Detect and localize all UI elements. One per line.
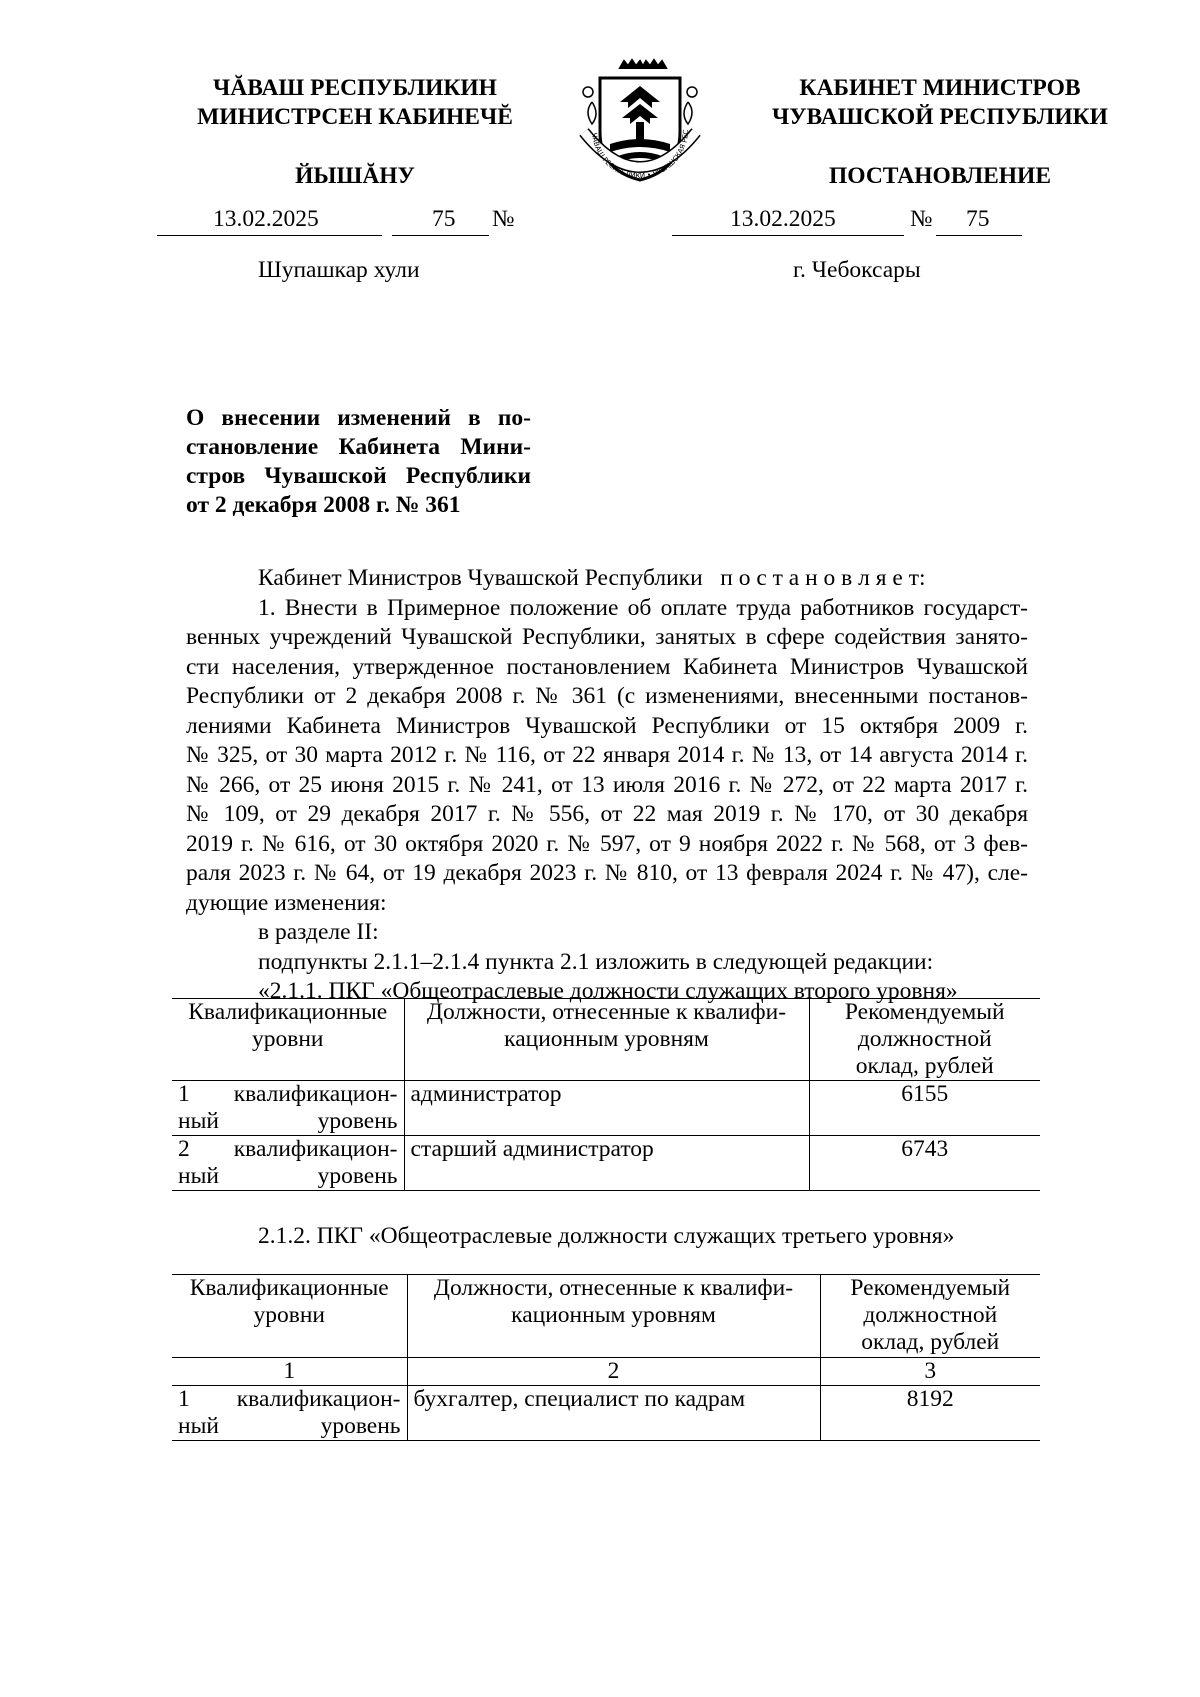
table1-row2-level: 2 квалификацион- ный уровень xyxy=(172,1136,404,1191)
document-title xyxy=(186,404,531,520)
left-city: Шупашкар хули xyxy=(258,257,420,283)
table-row xyxy=(172,1136,1040,1191)
title-line: от 2 декабря 2008 г. № 361 xyxy=(186,492,461,518)
right-city: г. Чебоксары xyxy=(793,257,921,283)
p1-line: № 325, от 30 марта 2012 г. № 116, от 22 января 2014 г. № 13, от 14 августа 2014 г. xyxy=(186,742,1028,768)
p1-line: лениями Кабинета Министров Чувашской Республики от 15 октября 2009 г. xyxy=(186,712,1028,739)
p1-line: 2019 г. № 616, от 30 октября 2020 г. № 597, от 9 ноября 2022 г. № 568, от 3 фев- xyxy=(186,830,1028,857)
header-left-doc-type: ЙЫШĂНУ xyxy=(295,163,415,189)
p1-line: Республики от 2 декабря 2008 г. № 361 (с изменениями, внесенными постанов- xyxy=(186,683,1028,709)
table1 xyxy=(172,999,1040,1191)
body-text xyxy=(186,564,1028,1007)
left-number-sign: № xyxy=(492,206,515,232)
right-number-sign: № xyxy=(910,206,933,232)
left-date-underline xyxy=(157,235,382,236)
table2-col-number-2: 2 xyxy=(407,1358,820,1386)
p1-line: дующие изменения: xyxy=(186,889,387,916)
emblem-ribbon-text: ЧĂВАШ РЕСПУБЛИКИ • ЧУВАШСКАЯ РЕС xyxy=(590,129,691,181)
title-line: О внесении изменений в по- xyxy=(186,405,531,431)
header-right-line2: ЧУВАШСКОЙ РЕСПУБЛИКИ xyxy=(772,104,1108,130)
p1-line: 1. Внести в Примерное положение об оплате труда работников государст- xyxy=(258,594,1028,621)
coat-of-arms-emblem xyxy=(570,52,710,192)
left-date: 13.02.2025 xyxy=(213,206,319,232)
table2-row1-level: 1 квалификацион- ный уровень xyxy=(172,1386,407,1441)
right-number-underline xyxy=(936,235,1022,236)
header-left-line2: МИНИСТРСЕН КАБИНЕЧĔ xyxy=(197,104,513,130)
subpoints-line: подпункты 2.1.1–2.1.4 пункта 2.1 изложить в следующей редакции: xyxy=(258,948,934,975)
table2-header-levels: Квалификационные уровни xyxy=(172,1275,407,1358)
p1-line: № 266, от 25 июня 2015 г. № 241, от 13 июля 2016 г. № 272, от 22 марта 2017 г. xyxy=(186,771,1028,798)
table2-number-row xyxy=(172,1358,1040,1386)
title-line: стров Чувашской Республики xyxy=(186,463,531,489)
title-line: становление Кабинета Мини- xyxy=(186,434,531,460)
table1-header-levels: Квалификационные уровни xyxy=(172,999,404,1081)
p1-line: № 109, от 29 декабря 2017 г. № 556, от 22 мая 2019 г. № 170, от 30 декабря xyxy=(186,801,1028,827)
table1-row1-level: 1 квалификацион- ный уровень xyxy=(172,1081,404,1136)
p1-line: венных учреждений Чувашской Республики, занятых в сфере содействия занято- xyxy=(186,624,1028,650)
pkg1-title: «2.1.1. ПКГ «Общеотраслевые должности служащих второго уровня» xyxy=(258,978,958,1004)
right-date: 13.02.2025 xyxy=(730,206,836,232)
p1-line: сти населения, утвержденное постановлением Кабинета Министров Чувашской xyxy=(186,653,1028,680)
table1-header-positions: Должности, отнесенные к квалифи- кационным уровням xyxy=(404,999,809,1081)
table2-col-number-1: 1 xyxy=(172,1358,407,1386)
emblem-icon xyxy=(570,52,710,192)
table2-header-row xyxy=(172,1275,1040,1358)
table1-row1-positions: администратор xyxy=(404,1081,809,1136)
table-row xyxy=(172,1386,1040,1441)
p1-line: раля 2023 г. № 64, от 19 декабря 2023 г. № 810, от 13 февраля 2024 г. № 47), сле- xyxy=(186,860,1028,886)
table2-row1-positions: бухгалтер, специалист по кадрам xyxy=(407,1386,820,1441)
left-number: 75 xyxy=(432,206,456,232)
table2-header-salary: Рекомендуемый должностной оклад, рублей xyxy=(820,1275,1040,1358)
right-number: 75 xyxy=(966,206,990,232)
right-date-underline xyxy=(672,235,904,236)
table2-col-number-3: 3 xyxy=(820,1358,1040,1386)
table2-row1-salary: 8192 xyxy=(820,1386,1040,1441)
header-left-line1: ЧĂВАШ РЕСПУБЛИКИН xyxy=(213,75,497,101)
table1-header-salary: Рекомендуемый должностной оклад, рублей xyxy=(809,999,1040,1081)
intro-paragraph: Кабинет Министров Чувашской Республики п о с т а н о в л я е т: xyxy=(258,565,926,591)
table2-header-positions: Должности, отнесенные к квалифи- кационным уровням xyxy=(407,1275,820,1358)
table1-row2-salary: 6743 xyxy=(809,1136,1040,1191)
table1-row1-salary: 6155 xyxy=(809,1081,1040,1136)
table-row xyxy=(172,1081,1040,1136)
table1-row2-positions: старший администратор xyxy=(404,1136,809,1191)
left-number-underline xyxy=(392,235,489,236)
header-right-doc-type: ПОСТАНОВЛЕНИЕ xyxy=(828,163,1052,189)
section-line: в разделе II: xyxy=(258,919,379,945)
table2 xyxy=(172,1275,1040,1441)
header-right-line1: КАБИНЕТ МИНИСТРОВ xyxy=(799,75,1081,101)
pkg2-title: 2.1.2. ПКГ «Общеотраслевые должности служащих третьего уровня» xyxy=(258,1223,955,1249)
table1-header-row xyxy=(172,999,1040,1081)
